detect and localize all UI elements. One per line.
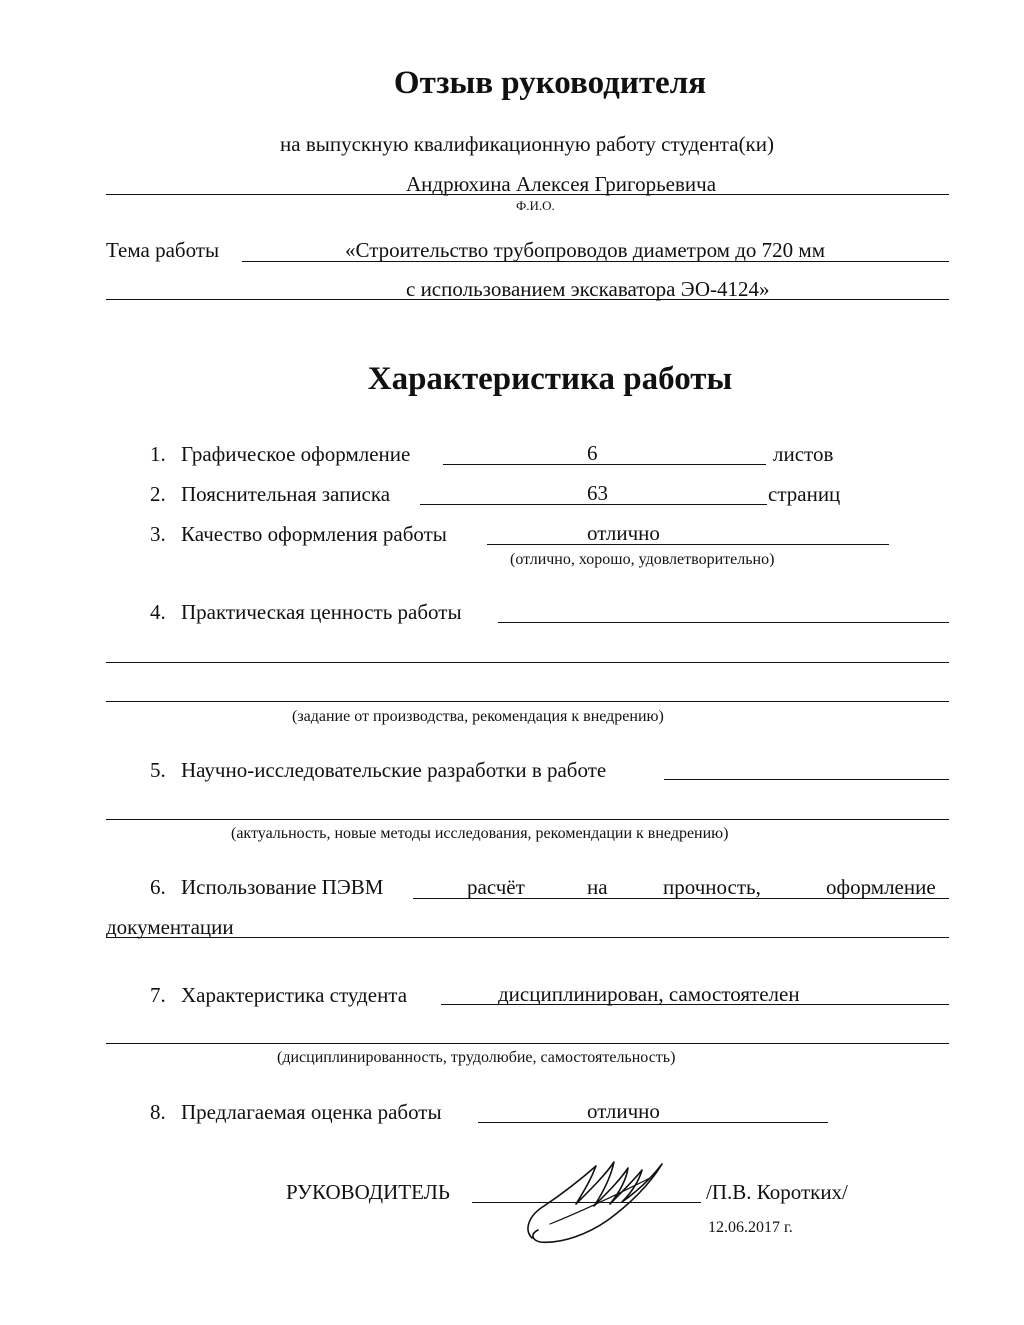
item-3-value: отлично xyxy=(587,521,660,545)
item-4-number: 4. xyxy=(150,600,166,624)
item-2-number: 2. xyxy=(150,482,166,506)
item-6-word-2: на xyxy=(587,875,608,899)
item-6-value-2: документации xyxy=(106,915,234,939)
topic-text-1: «Строительство трубопроводов диаметром до 720 мм xyxy=(345,238,825,262)
item-3-label: Качество оформления работы xyxy=(181,522,447,546)
item-6-word-4: оформление xyxy=(826,875,936,899)
item-7-value: дисциплинирован, самостоятелен xyxy=(498,982,800,1006)
item-1-label: Графическое оформление xyxy=(181,442,411,466)
item-1-line xyxy=(443,464,766,465)
item-6-word-1: расчёт xyxy=(467,875,525,899)
item-6-number: 6. xyxy=(150,875,166,899)
item-3-hint: (отлично, хорошо, удовлетворительно) xyxy=(510,551,775,568)
document-title: Отзыв руководителя xyxy=(393,65,707,101)
item-4-line-2 xyxy=(106,662,949,663)
item-5-line-2 xyxy=(106,819,949,820)
signature-date: 12.06.2017 г. xyxy=(708,1219,793,1236)
topic-label: Тема работы xyxy=(106,238,220,262)
item-3-number: 3. xyxy=(150,522,166,546)
item-7-hint: (дисциплинированность, трудолюбие, самостоятельность) xyxy=(277,1049,676,1066)
student-name: Андрюхина Алексея Григорьевича xyxy=(406,172,717,196)
item-7-line-2 xyxy=(106,1043,949,1044)
item-5-hint: (актуальность, новые методы исследования, рекомендации к внедрению) xyxy=(231,825,729,842)
item-2-label: Пояснительная записка xyxy=(181,482,391,506)
item-4-label: Практическая ценность работы xyxy=(181,600,462,624)
item-3-line xyxy=(487,544,889,545)
supervisor-name: /П.В. Коротких/ xyxy=(706,1180,848,1204)
item-4-line-3 xyxy=(106,701,949,702)
item-2-value: 63 xyxy=(587,481,608,505)
item-4-hint: (задание от производства, рекомендация к внедрению) xyxy=(292,708,664,725)
item-7-number: 7. xyxy=(150,983,166,1007)
section-title: Характеристика работы xyxy=(367,361,733,397)
item-4-line-1 xyxy=(498,622,949,623)
item-8-number: 8. xyxy=(150,1100,166,1124)
item-1-value: 6 xyxy=(587,441,598,465)
item-6-label: Использование ПЭВМ xyxy=(181,875,384,899)
item-2-suffix: страниц xyxy=(768,482,841,506)
signature-label: РУКОВОДИТЕЛЬ xyxy=(286,1180,450,1204)
item-6-word-3: прочность, xyxy=(663,875,761,899)
item-5-line-1 xyxy=(664,779,949,780)
item-8-value: отлично xyxy=(587,1099,660,1123)
item-7-label: Характеристика студента xyxy=(181,983,408,1007)
item-8-label: Предлагаемая оценка работы xyxy=(181,1100,442,1124)
item-1-number: 1. xyxy=(150,442,166,466)
handwritten-signature xyxy=(510,1150,680,1250)
topic-text-2: с использованием экскаватора ЭО-4124» xyxy=(406,277,770,301)
item-5-label: Научно-исследовательские разработки в работе xyxy=(181,758,607,782)
document-subtitle: на выпускную квалификационную работу студента(ки) xyxy=(280,132,774,156)
item-1-suffix: листов xyxy=(773,442,834,466)
student-name-caption: Ф.И.О. xyxy=(516,198,555,213)
item-5-number: 5. xyxy=(150,758,166,782)
